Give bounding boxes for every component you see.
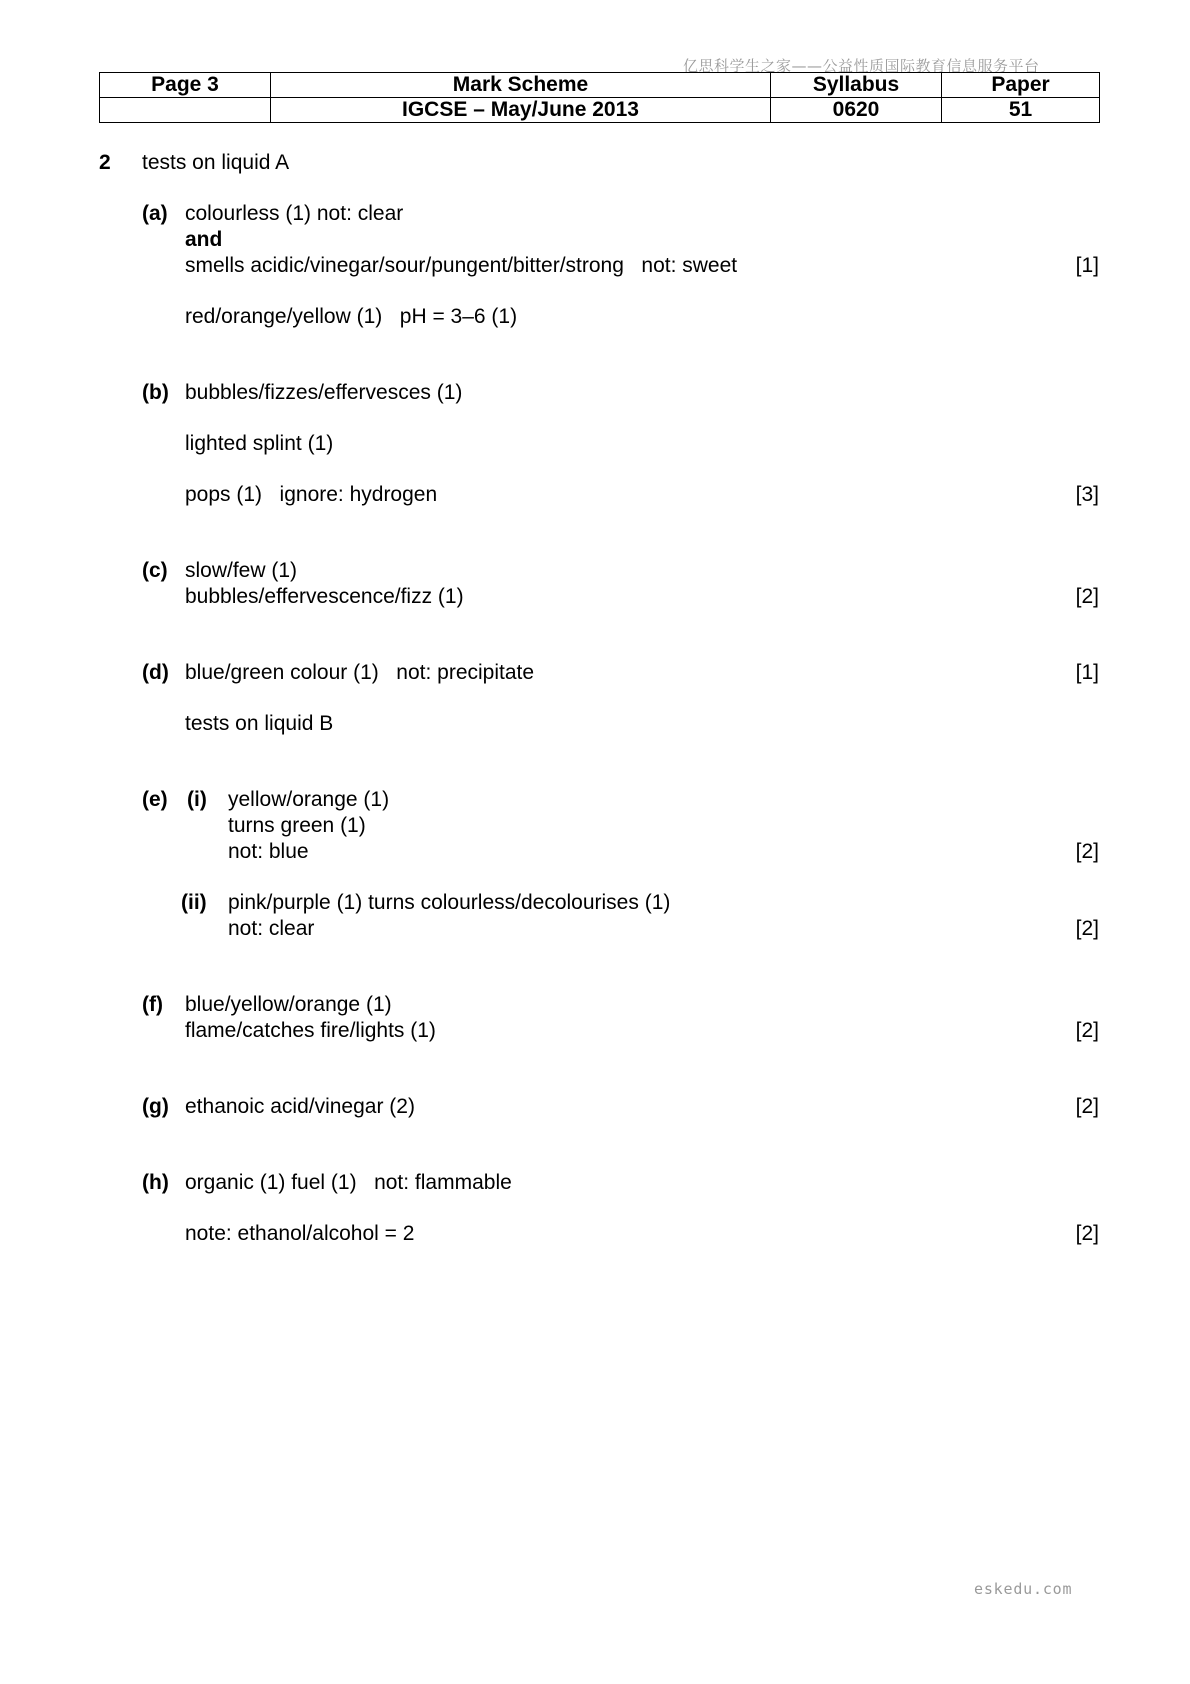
part-e-ii-line-1: pink/purple (1) turns colourless/decolourises (1) bbox=[228, 891, 671, 914]
part-e-label: (e) bbox=[142, 788, 168, 811]
header-syllabus: 0620 bbox=[771, 98, 942, 123]
part-a-line-1: colourless (1) not: clear bbox=[185, 202, 404, 225]
part-a-label: (a) bbox=[142, 202, 168, 225]
part-h-mark: [2] bbox=[1075, 1222, 1099, 1245]
header-syllabus-label: Syllabus bbox=[771, 73, 942, 98]
part-c-mark: [2] bbox=[1075, 585, 1099, 608]
watermark-top: 亿思科学生之家——公益性质国际教育信息服务平台 bbox=[683, 57, 1040, 75]
part-f-mark: [2] bbox=[1075, 1019, 1099, 1042]
part-h-line-2: note: ethanol/alcohol = 2 bbox=[185, 1222, 415, 1245]
part-e-i-line-2: turns green (1) bbox=[228, 814, 366, 837]
liquid-b-heading: tests on liquid B bbox=[185, 712, 334, 735]
part-e-ii-label: (ii) bbox=[181, 891, 207, 914]
part-e-ii-line-2: not: clear bbox=[228, 917, 315, 940]
part-a-line-3: smells acidic/vinegar/sour/pungent/bitter/strong not: sweet bbox=[185, 254, 738, 277]
watermark-bottom: eskedu.com bbox=[974, 1580, 1073, 1598]
part-b-mark: [3] bbox=[1075, 483, 1099, 506]
part-a-line-4: red/orange/yellow (1) pH = 3–6 (1) bbox=[185, 305, 518, 328]
part-b-line-1: bubbles/fizzes/effervesces (1) bbox=[185, 381, 463, 404]
part-g-mark: [2] bbox=[1075, 1095, 1099, 1118]
part-a-line-2: and bbox=[185, 228, 223, 251]
part-e-i-line-3: not: blue bbox=[228, 840, 309, 863]
question-number: 2 bbox=[99, 151, 111, 174]
part-a-mark: [1] bbox=[1075, 254, 1099, 277]
header-page: Page 3 bbox=[100, 73, 271, 98]
part-g-label: (g) bbox=[142, 1095, 169, 1118]
header-paper: 51 bbox=[942, 98, 1100, 123]
header-paper-label: Paper bbox=[942, 73, 1100, 98]
header-exam: IGCSE – May/June 2013 bbox=[271, 98, 771, 123]
part-b-line-3: pops (1) ignore: hydrogen bbox=[185, 483, 438, 506]
part-e-i-mark: [2] bbox=[1075, 840, 1099, 863]
part-f-line-1: blue/yellow/orange (1) bbox=[185, 993, 392, 1016]
part-e-ii-mark: [2] bbox=[1075, 917, 1099, 940]
part-f-line-2: flame/catches fire/lights (1) bbox=[185, 1019, 436, 1042]
part-c-line-1: slow/few (1) bbox=[185, 559, 298, 582]
part-c-line-2: bubbles/effervescence/fizz (1) bbox=[185, 585, 464, 608]
part-h-line-1: organic (1) fuel (1) not: flammable bbox=[185, 1171, 512, 1194]
part-d-mark: [1] bbox=[1075, 661, 1099, 684]
part-g-line-1: ethanoic acid/vinegar (2) bbox=[185, 1095, 415, 1118]
part-h-label: (h) bbox=[142, 1171, 169, 1194]
part-d-label: (d) bbox=[142, 661, 169, 684]
part-e-i-label: (i) bbox=[187, 788, 207, 811]
question-title: tests on liquid A bbox=[142, 151, 290, 174]
part-c-label: (c) bbox=[142, 559, 168, 582]
part-b-line-2: lighted splint (1) bbox=[185, 432, 334, 455]
part-f-label: (f) bbox=[142, 993, 163, 1016]
part-d-line-1: blue/green colour (1) not: precipitate bbox=[185, 661, 535, 684]
part-e-i-line-1: yellow/orange (1) bbox=[228, 788, 390, 811]
part-b-label: (b) bbox=[142, 381, 169, 404]
header-mark-scheme: Mark Scheme bbox=[271, 73, 771, 98]
